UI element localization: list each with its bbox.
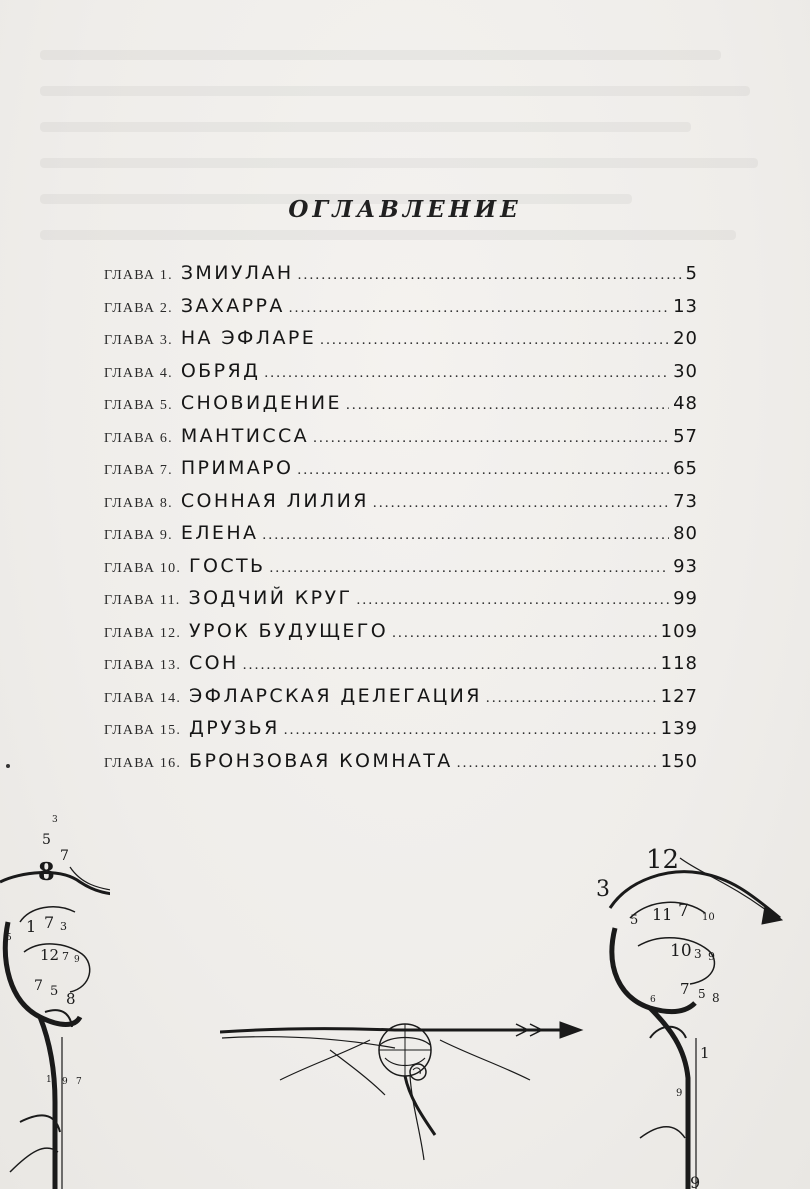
svg-text:5: 5 [42, 832, 51, 848]
svg-text:3: 3 [694, 947, 702, 961]
svg-text:12: 12 [646, 845, 680, 875]
svg-text:12: 12 [40, 946, 60, 964]
chapter-number: ГЛАВА 16. [104, 755, 182, 771]
chapter-title: ЕЛЕНА [180, 522, 259, 544]
dot-leader [356, 592, 669, 609]
chapter-number: ГЛАВА 4. [104, 365, 173, 381]
toc-entry [104, 750, 698, 783]
dot-leader [392, 625, 657, 642]
toc-entry [104, 360, 698, 393]
page-number: 109 [660, 620, 698, 642]
page-number: 80 [673, 523, 698, 544]
page-number: 127 [660, 685, 698, 707]
chapter-title: ДРУЗЬЯ [189, 717, 280, 739]
toc-entry [104, 327, 698, 360]
chapter-title: УРОК БУДУЩЕГО [189, 619, 389, 642]
svg-text:9: 9 [708, 950, 715, 963]
chapter-title: СОН [189, 652, 239, 674]
dot-leader [297, 462, 669, 479]
dot-leader [457, 755, 657, 772]
clock-numerals [6, 815, 82, 1087]
melting-clock-icon [0, 867, 110, 1189]
svg-text:1: 1 [26, 917, 37, 936]
center-flourish-ornament [220, 1010, 590, 1180]
svg-text:8: 8 [66, 990, 76, 1008]
chapter-title: БРОНЗОВАЯ КОМНАТА [189, 749, 453, 772]
chapter-number: ГЛАВА 1. [104, 268, 173, 283]
chapter-number: ГЛАВА 14. [104, 690, 182, 706]
chapter-title: ГОСТЬ [189, 554, 266, 577]
svg-text:10: 10 [670, 941, 692, 961]
chapter-number: ГЛАВА 15. [104, 723, 182, 738]
dot-leader [243, 657, 657, 674]
dot-leader [284, 722, 657, 739]
page-number: 20 [673, 328, 698, 349]
toc-entry [104, 555, 698, 588]
chapter-number: ГЛАВА 6. [104, 430, 173, 446]
page-title: ОГЛАВЛЕНИЕ [288, 196, 522, 223]
chapter-title: СНОВИДЕНИЕ [180, 392, 342, 414]
left-clock-ornament [0, 812, 110, 1189]
svg-text:3: 3 [596, 877, 610, 902]
svg-text:7: 7 [44, 913, 55, 932]
toc-entry [104, 587, 698, 620]
ink-speck [6, 764, 10, 768]
dot-leader [373, 495, 669, 512]
svg-text:7: 7 [76, 1077, 82, 1087]
dot-leader [269, 560, 669, 577]
right-clock-ornament [590, 838, 810, 1189]
page-number: 139 [660, 718, 698, 739]
svg-text:7: 7 [34, 978, 43, 994]
svg-text:7: 7 [62, 950, 69, 963]
page-number: 93 [673, 555, 698, 577]
svg-text:7: 7 [680, 980, 690, 998]
svg-text:10: 10 [702, 912, 715, 923]
page-number: 99 [673, 588, 698, 609]
svg-text:7: 7 [60, 848, 69, 864]
svg-text:11: 11 [652, 905, 673, 924]
dot-leader [313, 430, 669, 447]
chapter-number: ГЛАВА 10. [104, 560, 182, 576]
chapter-number: ГЛАВА 12. [104, 625, 182, 641]
chapter-title: ЗМИУЛАН [180, 262, 294, 284]
dot-leader [346, 397, 669, 414]
chapter-title: ЗОДЧИЙ КРУГ [188, 587, 353, 609]
dot-leader [262, 527, 669, 544]
chapter-number: ГЛАВА 5. [104, 398, 173, 413]
toc-entry [104, 490, 698, 523]
toc-entry [104, 295, 698, 328]
chapter-title: НА ЭФЛАРЕ [180, 327, 317, 349]
page-number: 5 [685, 263, 698, 284]
chapter-number: ГЛАВА 3. [104, 333, 173, 348]
svg-text:5: 5 [6, 933, 12, 943]
chapter-number: ГЛАВА 9. [104, 528, 173, 543]
page-number: 150 [660, 750, 698, 772]
svg-text:5: 5 [50, 984, 59, 999]
svg-text:9: 9 [62, 1077, 68, 1087]
chapter-number: ГЛАВА 13. [104, 658, 182, 673]
svg-text:6: 6 [650, 995, 656, 1005]
dot-leader [264, 365, 669, 382]
chapter-title: ЗАХАРРА [180, 294, 285, 317]
chapter-title: ОБРЯД [180, 359, 261, 382]
rose-arrow-flourish-icon [220, 1022, 582, 1160]
chapter-number: ГЛАВА 2. [104, 300, 173, 316]
chapter-title: МАНТИССА [180, 424, 310, 447]
page-number: 48 [673, 393, 698, 414]
toc-entry [104, 522, 698, 555]
dot-leader [289, 300, 669, 317]
dot-leader [320, 332, 669, 349]
page-number: 30 [673, 360, 698, 382]
page-number: 118 [660, 653, 698, 674]
svg-text:3: 3 [52, 815, 58, 825]
svg-text:7: 7 [678, 901, 689, 921]
svg-text:3: 3 [60, 920, 67, 933]
svg-text:9: 9 [74, 955, 80, 965]
svg-text:9: 9 [676, 1088, 683, 1099]
chapter-title: СОННАЯ ЛИЛИЯ [180, 489, 369, 512]
chapter-title: ПРИМАРО [180, 457, 294, 479]
svg-text:5: 5 [630, 913, 639, 928]
toc-entry [104, 262, 698, 295]
dot-leader [298, 267, 682, 284]
melting-clock-icon [610, 858, 782, 1189]
toc-entry [104, 685, 698, 718]
toc-entry [104, 425, 698, 458]
svg-text:1: 1 [700, 1044, 710, 1062]
svg-text:1: 1 [46, 1075, 52, 1085]
svg-text:8: 8 [712, 991, 720, 1005]
svg-text:8: 8 [38, 857, 55, 886]
page-number: 73 [673, 490, 698, 512]
page-number: 57 [673, 425, 698, 447]
chapter-number: ГЛАВА 7. [104, 463, 173, 478]
svg-text:9: 9 [690, 1173, 701, 1189]
chapter-title: ЭФЛАРСКАЯ ДЕЛЕГАЦИЯ [189, 684, 482, 707]
toc-entry [104, 717, 698, 750]
chapter-number: ГЛАВА 8. [104, 495, 173, 511]
svg-text:5: 5 [698, 987, 706, 1001]
table-of-contents [104, 262, 698, 782]
dot-leader [486, 690, 657, 707]
toc-entry [104, 392, 698, 425]
toc-entry [104, 457, 698, 490]
toc-entry [104, 620, 698, 653]
page-number: 13 [673, 295, 698, 317]
page-number: 65 [673, 458, 698, 479]
chapter-number: ГЛАВА 11. [104, 593, 181, 608]
toc-entry [104, 652, 698, 685]
